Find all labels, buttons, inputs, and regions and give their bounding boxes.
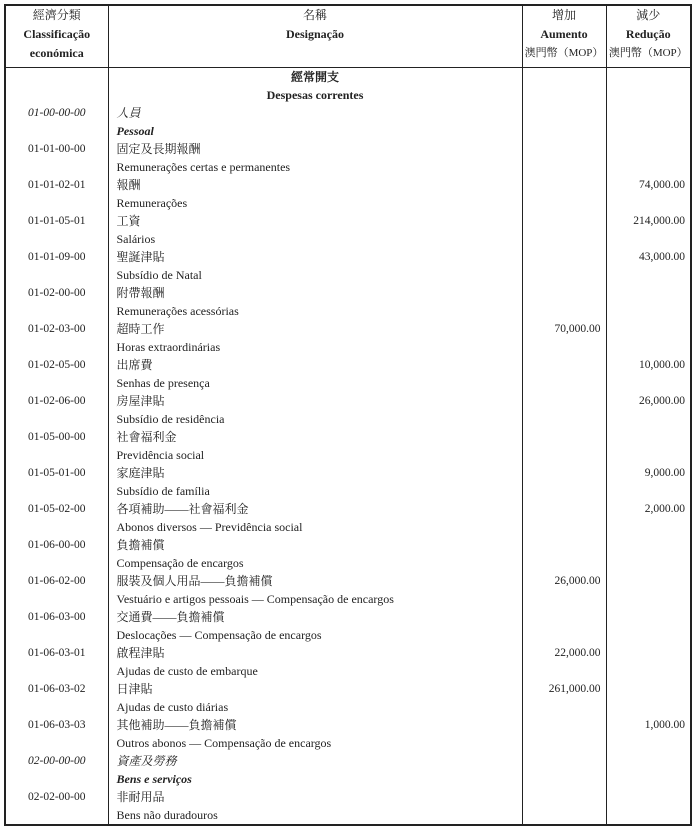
designation-pt: Previdência social (116, 448, 205, 462)
increase-amount (523, 176, 606, 194)
increase-amount-cell (522, 104, 606, 140)
designation-cell (108, 176, 522, 212)
classification-code-cell (5, 752, 108, 788)
increase-amount: 22,000.00 (554, 647, 601, 659)
decrease-amount-cell (606, 248, 691, 284)
decrease-header-pt: Redução (625, 27, 671, 41)
designation-zh: 交通費——負擔補償 (116, 610, 225, 624)
table-row (5, 716, 691, 752)
classification-code: 01-06-03-03 (28, 719, 86, 731)
decrease-amount (607, 428, 691, 446)
designation-zh: 家庭津貼 (116, 466, 165, 480)
classification-code-cell (5, 572, 108, 608)
increase-amount-cell (522, 500, 606, 536)
increase-amount: 261,000.00 (548, 683, 601, 695)
classification-code-cell (5, 140, 108, 176)
classification-code-cell (5, 464, 108, 500)
classification-code-cell (5, 248, 108, 284)
decrease-amount-cell (606, 140, 691, 176)
designation-pt: Bens e serviços (116, 772, 192, 786)
increase-amount: 70,000.00 (554, 323, 601, 335)
decrease-header-currency: 澳門幣（MOP） (608, 47, 688, 59)
designation-cell (108, 608, 522, 644)
designation-zh: 房屋津貼 (116, 394, 165, 408)
increase-amount-cell (522, 608, 606, 644)
classification-code: 01-06-03-00 (28, 611, 86, 623)
designation-pt: Compensação de encargos (116, 556, 244, 570)
designation-zh: 超時工作 (116, 322, 165, 336)
designation-pt: Deslocações — Compensação de encargos (116, 628, 322, 642)
designation-pt: Vestuário e artigos pessoais — Compensação de encargos (116, 592, 394, 606)
table-row (5, 500, 691, 536)
classification-code-cell (5, 104, 108, 140)
table-body (5, 68, 691, 826)
decrease-amount: 26,000.00 (639, 395, 685, 407)
designation-cell (108, 104, 522, 140)
designation-cell (108, 680, 522, 716)
designation-cell (108, 500, 522, 536)
increase-amount-cell (522, 392, 606, 428)
increase-header-currency: 澳門幣（MOP） (524, 47, 604, 59)
classification-code: 01-06-03-01 (28, 647, 86, 659)
decrease-amount (607, 752, 691, 770)
decrease-amount (607, 284, 691, 302)
classification-header-pt-line1: Classificação (23, 27, 91, 41)
decrease-amount-cell (606, 212, 691, 248)
table-row (5, 284, 691, 320)
designation-cell (108, 464, 522, 500)
decrease-amount-cell (606, 284, 691, 320)
increase-header-zh: 增加 (551, 8, 576, 22)
table-row (5, 428, 691, 464)
increase-amount-cell (522, 716, 606, 752)
increase-amount-cell (522, 176, 606, 212)
increase-amount-cell (522, 536, 606, 572)
increase-amount (523, 500, 606, 518)
classification-code-cell (5, 428, 108, 464)
increase-amount-cell (522, 320, 606, 356)
decrease-amount-cell (606, 644, 691, 680)
increase-amount (523, 428, 606, 446)
designation-cell (108, 644, 522, 680)
classification-code: 01-05-00-00 (28, 431, 86, 443)
designation-pt: Subsídio de família (116, 484, 210, 498)
classification-code: 01-02-00-00 (28, 287, 86, 299)
section-title-row (5, 68, 691, 105)
col-header-classification (5, 5, 108, 68)
classification-code: 01-06-03-02 (28, 683, 86, 695)
decrease-amount-cell (606, 536, 691, 572)
table-row (5, 464, 691, 500)
designation-zh: 啟程津貼 (116, 646, 165, 660)
decrease-amount (607, 680, 691, 698)
classification-code-cell (5, 320, 108, 356)
classification-code-cell (5, 788, 108, 825)
section-title-cell (108, 68, 522, 105)
increase-amount (523, 536, 606, 554)
designation-zh: 聖誕津貼 (116, 250, 165, 264)
increase-amount (523, 212, 606, 230)
decrease-amount-cell (606, 104, 691, 140)
designation-zh: 固定及長期報酬 (116, 142, 201, 156)
increase-amount-cell (522, 644, 606, 680)
designation-pt: Salários (116, 232, 156, 246)
designation-cell (108, 716, 522, 752)
increase-amount-cell (522, 464, 606, 500)
designation-zh: 非耐用品 (116, 790, 165, 804)
classification-code: 02-00-00-00 (28, 755, 86, 767)
decrease-amount-cell (606, 572, 691, 608)
designation-cell (108, 356, 522, 392)
designation-cell (108, 320, 522, 356)
classification-code-cell (5, 500, 108, 536)
designation-zh: 其他補助——負擔補償 (116, 718, 237, 732)
table-row (5, 752, 691, 788)
designation-pt: Remunerações certas e permanentes (116, 160, 291, 174)
designation-zh: 社會福利金 (116, 430, 177, 444)
decrease-amount-cell (606, 752, 691, 788)
col-header-decrease (606, 5, 691, 68)
decrease-amount-cell (606, 608, 691, 644)
designation-pt: Subsídio de Natal (116, 268, 202, 282)
classification-code: 01-06-00-00 (28, 539, 86, 551)
increase-amount (523, 716, 606, 734)
classification-code: 01-01-09-00 (28, 251, 86, 263)
designation-cell (108, 284, 522, 320)
designation-pt: Ajudas de custo diárias (116, 700, 229, 714)
designation-cell (108, 248, 522, 284)
decrease-amount-cell (606, 176, 691, 212)
table-row (5, 788, 691, 825)
decrease-amount-cell (606, 392, 691, 428)
increase-amount (523, 284, 606, 302)
designation-cell (108, 428, 522, 464)
designation-pt: Pessoal (116, 124, 154, 138)
decrease-amount-cell (606, 320, 691, 356)
increase-amount (523, 788, 606, 806)
decrease-amount-cell (606, 716, 691, 752)
increase-amount (523, 356, 606, 374)
designation-cell (108, 752, 522, 788)
increase-amount (523, 392, 606, 410)
designation-cell (108, 140, 522, 176)
decrease-amount: 1,000.00 (644, 719, 685, 731)
classification-code: 01-05-02-00 (28, 503, 86, 515)
classification-code-cell (5, 284, 108, 320)
table-row (5, 212, 691, 248)
classification-code: 01-00-00-00 (28, 107, 86, 119)
increase-amount-cell (522, 140, 606, 176)
decrease-amount-cell (606, 464, 691, 500)
decrease-amount-cell (606, 428, 691, 464)
decrease-amount-cell (606, 500, 691, 536)
designation-zh: 負擔補償 (116, 538, 165, 552)
classification-code: 01-01-02-01 (28, 179, 86, 191)
table-row (5, 248, 691, 284)
classification-code: 01-06-02-00 (28, 575, 86, 587)
table-row (5, 104, 691, 140)
decrease-amount (607, 788, 691, 806)
decrease-amount-cell (606, 356, 691, 392)
classification-code: 01-01-05-01 (28, 215, 86, 227)
designation-pt: Horas extraordinárias (116, 340, 221, 354)
designation-zh: 資產及勞務 (116, 754, 177, 768)
designation-pt: Bens não duradouros (116, 808, 218, 822)
table-row (5, 572, 691, 608)
decrease-amount (607, 104, 691, 122)
col-header-increase (522, 5, 606, 68)
designation-zh: 出席費 (116, 358, 153, 372)
classification-code: 01-02-03-00 (28, 323, 86, 335)
table-row (5, 356, 691, 392)
decrease-amount-cell (606, 788, 691, 825)
designation-zh: 人員 (116, 106, 141, 120)
table-row (5, 140, 691, 176)
designation-cell (108, 788, 522, 825)
section-title-zh: 經常開支 (290, 70, 339, 84)
designation-cell (108, 572, 522, 608)
designation-pt: Ajudas de custo de embarque (116, 664, 258, 678)
decrease-amount (607, 644, 691, 662)
section-title-pt: Despesas correntes (266, 88, 364, 102)
table-row (5, 608, 691, 644)
designation-cell (108, 536, 522, 572)
classification-code: 01-02-05-00 (28, 359, 86, 371)
classification-code-cell (5, 680, 108, 716)
designation-zh: 各項補助——社會福利金 (116, 502, 249, 516)
increase-amount-cell (522, 284, 606, 320)
designation-zh: 附帶報酬 (116, 286, 165, 300)
increase-amount (523, 464, 606, 482)
increase-amount (523, 752, 606, 770)
increase-header-pt: Aumento (540, 27, 588, 41)
table-row (5, 536, 691, 572)
table-row (5, 320, 691, 356)
decrease-amount (607, 536, 691, 554)
classification-code-cell (5, 356, 108, 392)
col-header-designation (108, 5, 522, 68)
table-row (5, 680, 691, 716)
decrease-amount: 214,000.00 (633, 215, 685, 227)
decrease-amount: 43,000.00 (639, 251, 685, 263)
classification-code: 02-02-00-00 (28, 791, 86, 803)
increase-amount-cell (522, 212, 606, 248)
increase-amount (523, 140, 606, 158)
decrease-header-zh: 減少 (636, 8, 661, 22)
section-increase-cell (522, 68, 606, 105)
classification-code-cell (5, 608, 108, 644)
table-row (5, 644, 691, 680)
classification-header-pt-line2: económica (29, 46, 84, 60)
designation-zh: 報酬 (116, 178, 141, 192)
classification-code-cell (5, 212, 108, 248)
designation-zh: 工資 (116, 214, 141, 228)
decrease-amount (607, 572, 691, 590)
classification-code: 01-05-01-00 (28, 467, 86, 479)
designation-pt: Remunerações acessórias (116, 304, 239, 318)
designation-pt: Abonos diversos — Previdência social (116, 520, 303, 534)
table-row (5, 176, 691, 212)
designation-zh: 日津貼 (116, 682, 153, 696)
budget-table (4, 4, 692, 826)
increase-amount-cell (522, 572, 606, 608)
increase-amount-cell (522, 248, 606, 284)
table-header-row (5, 5, 691, 68)
designation-zh: 服裝及個人用品——負擔補償 (116, 574, 273, 588)
classification-code: 01-02-06-00 (28, 395, 86, 407)
designation-header-pt: Designação (286, 27, 344, 41)
section-decrease-cell (606, 68, 691, 105)
increase-amount-cell (522, 680, 606, 716)
decrease-amount (607, 140, 691, 158)
designation-header-zh: 名稱 (302, 8, 327, 22)
classification-code-cell (5, 176, 108, 212)
classification-code: 01-01-00-00 (28, 143, 86, 155)
increase-amount: 26,000.00 (554, 575, 601, 587)
table-row (5, 392, 691, 428)
increase-amount (523, 104, 606, 122)
increase-amount (523, 608, 606, 626)
decrease-amount: 2,000.00 (644, 503, 685, 515)
designation-pt: Senhas de presença (116, 376, 210, 390)
classification-code-cell (5, 392, 108, 428)
decrease-amount (607, 320, 691, 338)
increase-amount-cell (522, 752, 606, 788)
increase-amount-cell (522, 356, 606, 392)
decrease-amount: 74,000.00 (639, 179, 685, 191)
decrease-amount: 10,000.00 (639, 359, 685, 371)
classification-header-zh: 經濟分類 (32, 8, 81, 22)
decrease-amount: 9,000.00 (644, 467, 685, 479)
decrease-amount-cell (606, 680, 691, 716)
increase-amount-cell (522, 428, 606, 464)
designation-pt: Outros abonos — Compensação de encargos (116, 736, 332, 750)
designation-pt: Remunerações (116, 196, 188, 210)
increase-amount-cell (522, 788, 606, 825)
classification-code-cell (5, 716, 108, 752)
section-code-cell (5, 68, 108, 105)
increase-amount (523, 248, 606, 266)
decrease-amount (607, 608, 691, 626)
designation-pt: Subsídio de residência (116, 412, 225, 426)
classification-code-cell (5, 536, 108, 572)
designation-cell (108, 392, 522, 428)
classification-code-cell (5, 644, 108, 680)
designation-cell (108, 212, 522, 248)
